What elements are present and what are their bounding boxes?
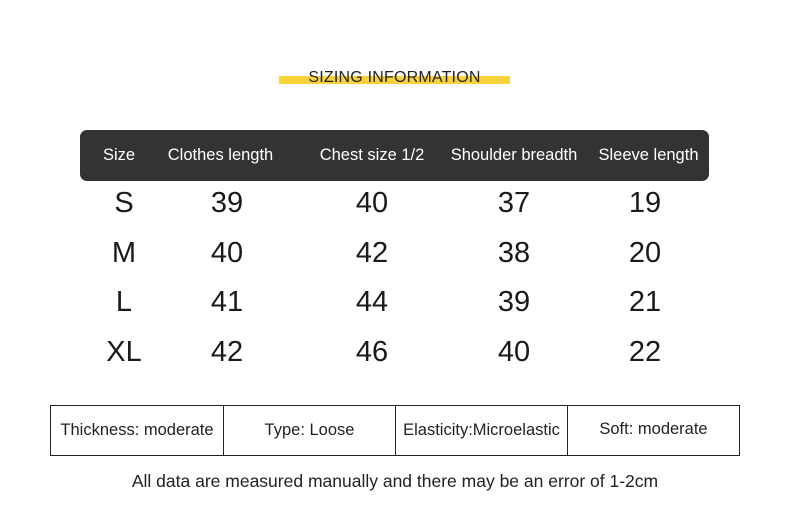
cell-clothes-length: 42 [210, 336, 244, 368]
property-elasticity: Elasticity:Microelastic [395, 406, 567, 455]
cell-clothes-length: 41 [210, 286, 244, 318]
cell-sleeve-length: 19 [628, 187, 662, 219]
cell-shoulder-breadth: 39 [497, 286, 531, 318]
size-table-header [80, 130, 709, 181]
cell-size: XL [106, 336, 142, 368]
cell-sleeve-length: 22 [628, 336, 662, 368]
cell-clothes-length: 39 [210, 187, 244, 219]
cell-sleeve-length: 21 [628, 286, 662, 318]
cell-clothes-length: 40 [210, 237, 244, 269]
cell-chest-size: 40 [355, 187, 389, 219]
cell-chest-size: 44 [355, 286, 389, 318]
table-row [0, 229, 790, 277]
property-thickness: Thickness: moderate [60, 421, 214, 439]
header-sleeve-length: Sleeve length [598, 146, 699, 164]
cell-size: S [114, 187, 134, 219]
cell-size: M [111, 237, 137, 269]
cell-size: L [115, 286, 133, 318]
header-shoulder-breadth: Shoulder breadth [450, 146, 578, 164]
header-size: Size [102, 146, 136, 164]
cell-chest-size: 42 [355, 237, 389, 269]
cell-shoulder-breadth: 38 [497, 237, 531, 269]
measurement-note: All data are measured manually and there may be an error of 1-2cm [131, 471, 659, 491]
cell-shoulder-breadth: 40 [497, 336, 531, 368]
table-row [0, 179, 790, 227]
header-chest-size: Chest size 1/2 [319, 146, 425, 164]
properties-table [50, 405, 740, 456]
cell-chest-size: 46 [355, 336, 389, 368]
cell-sleeve-length: 20 [628, 237, 662, 269]
property-type: Type: Loose [223, 406, 395, 455]
title-text: SIZING INFORMATION [308, 69, 481, 86]
table-row [0, 278, 790, 326]
section-title [279, 66, 510, 90]
table-row [0, 328, 790, 376]
property-softness: Soft: moderate [567, 406, 739, 455]
cell-shoulder-breadth: 37 [497, 187, 531, 219]
header-clothes-length: Clothes length [167, 146, 274, 164]
